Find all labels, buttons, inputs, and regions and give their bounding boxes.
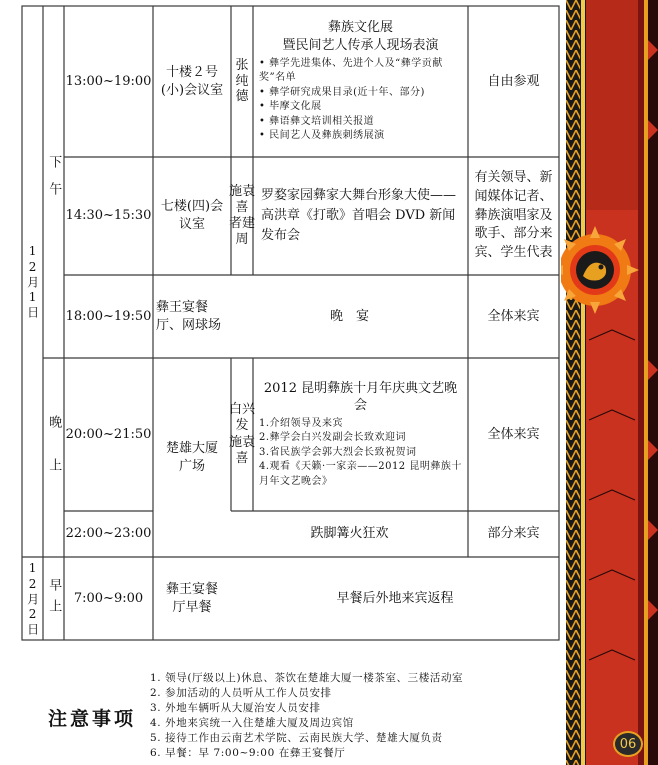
page-number: 06 [619, 736, 637, 752]
row2-venue: 七楼(四)会议室 [160, 199, 224, 232]
row4-audience: 全体来宾 [487, 426, 540, 442]
event-item: • 毕摩文化展 [259, 100, 462, 115]
notes-title: 注意事项 [48, 708, 137, 730]
row5-audience: 部分来宾 [487, 526, 540, 542]
row1-venue: 十楼２号(小)会议室 [160, 64, 224, 98]
row2-audience: 有关领导、新闻媒体记者、彝族演唱家及歌手、部分来宾、学生代表 [474, 169, 553, 261]
page-number-badge [613, 731, 643, 757]
period-afternoon: 下午 [46, 155, 62, 209]
row5-event: 跌脚篝火狂欢 [310, 526, 389, 542]
row3-event: 晚 宴 [329, 308, 369, 324]
event-item: • 彝语彝文培训相关报道 [259, 115, 462, 130]
period-evening: 晚上 [46, 414, 62, 501]
row6-time: 7:00~9:00 [73, 590, 144, 606]
date-cell-dec-1: 12月1日 [25, 243, 40, 320]
note-item: 2. 参加活动的人员听从工作人员安排 [150, 687, 332, 699]
event-item: • 民间艺人及彝族刺绣展演 [259, 129, 462, 144]
event-item: 3.省民族学会郭大烈会长致祝贺词 [259, 446, 417, 458]
row4-event [253, 358, 468, 511]
row1-audience: 自由参观 [487, 73, 540, 89]
note-item: 1. 领导(厅级以上)休息、茶饮在楚雄大厦一楼茶室、三楼活动室 [150, 672, 464, 684]
decorative-yi-pattern-strip [561, 0, 658, 765]
row3-venue: 彝王宴餐厅、网球场 [156, 299, 222, 333]
note-item: 4. 外地来宾统一入住楚雄大厦及周边宾馆 [150, 717, 354, 729]
event-item: • 彝学研究成果目录(近十年、部分) [259, 86, 462, 101]
row4-host: 白兴发 施袁喜 [229, 402, 262, 466]
row1-event-items [259, 57, 462, 144]
row4-venue: 楚雄大厦广场 [165, 440, 218, 474]
event-item: 2.彝学会白兴发副会长致欢迎词 [259, 432, 407, 444]
note-item: 5. 接待工作由云南艺术学院、云南民族大学、楚雄大厦负责 [150, 732, 443, 744]
row1-event [253, 6, 468, 157]
zigzag-band [566, 0, 580, 765]
row5-time: 22:00~23:00 [65, 526, 152, 542]
row1-time: 13:00~19:00 [65, 73, 152, 89]
row3-audience: 全体来宾 [487, 308, 540, 324]
row2-time: 14:30~15:30 [65, 208, 152, 224]
period-morning: 早上 [46, 577, 62, 620]
row4-event-title: 2012 昆明彝族十月年庆典文艺晚会 [263, 380, 458, 414]
row4-time: 20:00~21:50 [65, 426, 152, 442]
event-item: 4.观看《天籁·一家亲——2012 昆明彝族十月年文艺晚会》 [259, 461, 462, 487]
note-item: 6. 早餐：早 7:00~9:00 在彝王宴餐厅 [150, 747, 346, 759]
row6-venue: 彝王宴餐厅早餐 [165, 581, 218, 615]
row3-time: 18:00~19:50 [65, 308, 152, 324]
row2-event: 罗婺家园彝家大舞台形象大使——高洪章《打歌》首唱会 DVD 新闻发布会 [261, 187, 457, 244]
row1-event-title-1: 彝族文化展 [327, 20, 393, 36]
row1-event-title-2: 暨民间艺人传承人现场表演 [282, 38, 439, 53]
event-item: • 彝学先进集体、先进个人及“彝学贡献奖”名单 [259, 57, 462, 86]
row2-host: 施袁喜 者建周 [229, 183, 262, 248]
notes-list [150, 671, 463, 761]
row4-event-items [259, 417, 462, 490]
event-item: 1.介绍领导及来宾 [259, 417, 344, 429]
row1-host: 张纯德 [235, 58, 249, 105]
note-item: 3. 外地车辆听从大厦治安人员安排 [150, 702, 321, 714]
row6-event: 早餐后外地来宾返程 [336, 590, 454, 606]
date-cell-dec-2: 12月2日 [25, 560, 40, 637]
